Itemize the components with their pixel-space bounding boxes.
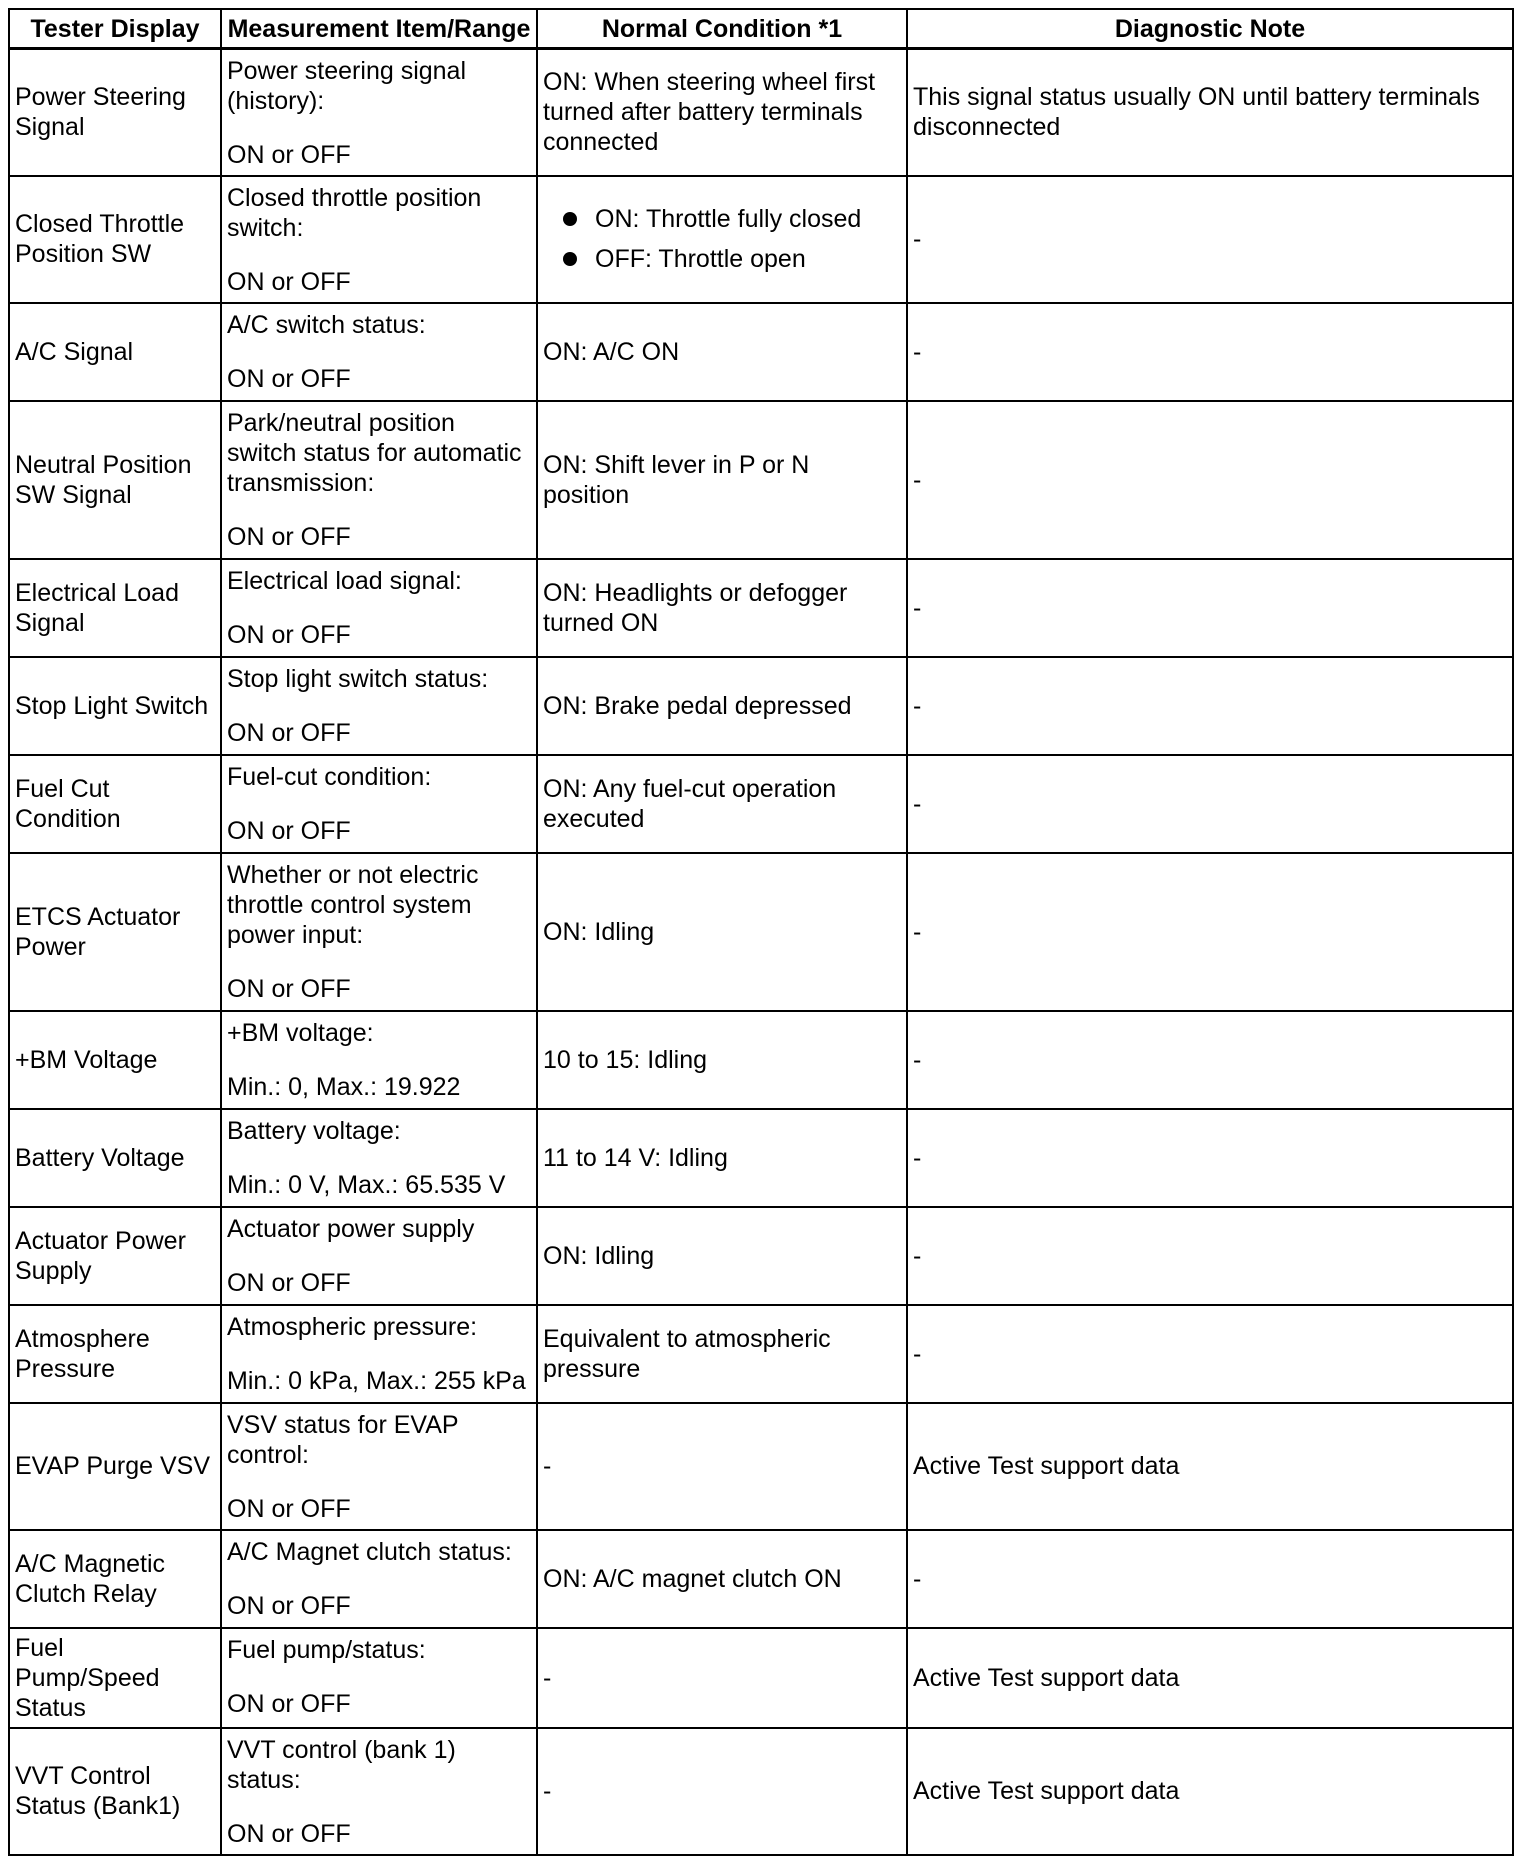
measurement-range: ON or OFF [227,1689,351,1718]
measurement-cell [221,1207,537,1305]
measurement-cell [221,176,537,303]
tester-display-cell: ETCS Actuator Power [9,853,221,1011]
measurement-range: ON or OFF [227,974,351,1003]
measurement-cell [221,853,537,1011]
data-list-table-container [8,8,1514,1856]
measurement-range: Min.: 0, Max.: 19.922 [227,1072,461,1101]
measurement-desc: VVT control (bank 1) status: [227,1735,456,1794]
list-item [563,204,901,234]
tester-display-cell: Actuator Power Supply [9,1207,221,1305]
header-row [9,9,1513,49]
diagnostic-note-cell: Active Test support data [907,1403,1513,1530]
diagnostic-note-cell: Active Test support data [907,1628,1513,1728]
measurement-range: ON or OFF [227,1494,351,1523]
measurement-range: ON or OFF [227,718,351,747]
table-row [9,1728,1513,1855]
measurement-cell [221,1530,537,1628]
data-list-table [8,8,1514,1856]
table-row [9,303,1513,401]
measurement-cell [221,49,537,176]
header-diagnostic-note: Diagnostic Note [907,9,1513,49]
normal-condition-cell: ON: Headlights or defogger turned ON [537,559,907,657]
normal-condition-cell: ON: Brake pedal depressed [537,657,907,755]
measurement-range: ON or OFF [227,1819,351,1848]
measurement-range: Min.: 0 kPa, Max.: 255 kPa [227,1366,526,1395]
measurement-desc: Atmospheric pressure: [227,1312,478,1341]
table-row [9,657,1513,755]
measurement-desc: Fuel pump/status: [227,1635,426,1664]
measurement-cell [221,1403,537,1530]
table-row [9,1403,1513,1530]
tester-display-cell: Power Steering Signal [9,49,221,176]
measurement-cell [221,657,537,755]
tester-display-cell: EVAP Purge VSV [9,1403,221,1530]
measurement-desc: Electrical load signal: [227,566,462,595]
measurement-desc: Power steering signal (history): [227,57,467,115]
tester-display-cell: A/C Magnetic Clutch Relay [9,1530,221,1628]
table-row [9,1628,1513,1728]
normal-condition-cell: ON: Idling [537,853,907,1011]
diagnostic-note-cell: - [907,559,1513,657]
diagnostic-note-cell: - [907,1109,1513,1207]
measurement-desc: VSV status for EVAP control: [227,1410,459,1469]
tester-display-cell: Closed Throttle Position SW [9,176,221,303]
normal-condition-cell: ON: A/C ON [537,303,907,401]
diagnostic-note-cell: - [907,176,1513,303]
normal-condition-list [543,204,901,274]
measurement-range: ON or OFF [227,267,351,296]
diagnostic-note-cell: - [907,1530,1513,1628]
normal-condition-cell: ON: Idling [537,1207,907,1305]
normal-condition-cell: - [537,1728,907,1855]
measurement-range: ON or OFF [227,1268,351,1297]
table-row [9,176,1513,303]
header-measurement: Measurement Item/Range [221,9,537,49]
tester-display-cell: Electrical Load Signal [9,559,221,657]
measurement-desc: Park/neutral position switch status for automatic transmission: [227,408,522,497]
normal-condition-cell: - [537,1628,907,1728]
tester-display-cell: +BM Voltage [9,1011,221,1109]
normal-condition-cell: Equivalent to atmospheric pressure [537,1305,907,1403]
table-row [9,49,1513,176]
measurement-cell [221,1011,537,1109]
header-tester-display: Tester Display [9,9,221,49]
measurement-desc: Fuel-cut condition: [227,762,432,791]
bullet-icon [563,212,577,226]
tester-display-cell: VVT Control Status (Bank1) [9,1728,221,1855]
diagnostic-note-cell: - [907,303,1513,401]
diagnostic-note-cell: - [907,853,1513,1011]
normal-condition-cell: ON: Shift lever in P or N position [537,401,907,559]
diagnostic-note-cell: - [907,755,1513,853]
tester-display-cell: Neutral Position SW Signal [9,401,221,559]
diagnostic-note-cell: - [907,657,1513,755]
bullet-text: OFF: Throttle open [595,245,806,273]
measurement-range: ON or OFF [227,1591,351,1620]
list-item [563,244,901,274]
table-row [9,559,1513,657]
measurement-cell [221,755,537,853]
tester-display-cell: Fuel Cut Condition [9,755,221,853]
measurement-range: ON or OFF [227,364,351,393]
measurement-cell [221,1109,537,1207]
bullet-text: ON: Throttle fully closed [595,205,862,233]
normal-condition-cell: 11 to 14 V: Idling [537,1109,907,1207]
table-row [9,755,1513,853]
diagnostic-note-cell: Active Test support data [907,1728,1513,1855]
table-row [9,1207,1513,1305]
normal-condition-cell [537,176,907,303]
measurement-cell [221,559,537,657]
table-row [9,1109,1513,1207]
measurement-desc: +BM voltage: [227,1018,374,1047]
measurement-cell [221,401,537,559]
measurement-desc: Actuator power supply [227,1214,475,1243]
table-row [9,401,1513,559]
measurement-cell [221,1628,537,1728]
table-row [9,1011,1513,1109]
measurement-desc: Stop light switch status: [227,664,489,693]
header-normal-condition: Normal Condition *1 [537,9,907,49]
measurement-range: ON or OFF [227,620,351,649]
measurement-desc: Whether or not electric throttle control system power input: [227,860,479,949]
measurement-range: Min.: 0 V, Max.: 65.535 V [227,1170,506,1199]
measurement-desc: Closed throttle position switch: [227,183,482,242]
measurement-range: ON or OFF [227,816,351,845]
tester-display-cell: Stop Light Switch [9,657,221,755]
tester-display-cell: Battery Voltage [9,1109,221,1207]
tester-display-cell: A/C Signal [9,303,221,401]
diagnostic-note-cell: - [907,1207,1513,1305]
measurement-range: ON or OFF [227,522,351,551]
measurement-desc: A/C Magnet clutch status: [227,1537,512,1566]
bullet-icon [563,252,577,266]
measurement-range: ON or OFF [227,141,351,169]
normal-condition-cell: ON: A/C magnet clutch ON [537,1530,907,1628]
tester-display-cell: Atmosphere Pressure [9,1305,221,1403]
diagnostic-note-cell: - [907,1011,1513,1109]
normal-condition-cell: ON: Any fuel-cut operation executed [537,755,907,853]
measurement-cell [221,1305,537,1403]
normal-condition-cell: ON: When steering wheel first turned after battery terminals connected [537,49,907,176]
measurement-cell [221,1728,537,1855]
measurement-cell [221,303,537,401]
diagnostic-note-cell: - [907,1305,1513,1403]
diagnostic-note-cell: - [907,401,1513,559]
measurement-desc: A/C switch status: [227,310,426,339]
tester-display-cell: Fuel Pump/Speed Status [9,1628,221,1728]
table-row [9,853,1513,1011]
measurement-desc: Battery voltage: [227,1116,401,1145]
normal-condition-cell: - [537,1403,907,1530]
normal-condition-cell: 10 to 15: Idling [537,1011,907,1109]
table-row [9,1530,1513,1628]
table-row [9,1305,1513,1403]
diagnostic-note-cell: This signal status usually ON until battery terminals disconnected [907,49,1513,176]
